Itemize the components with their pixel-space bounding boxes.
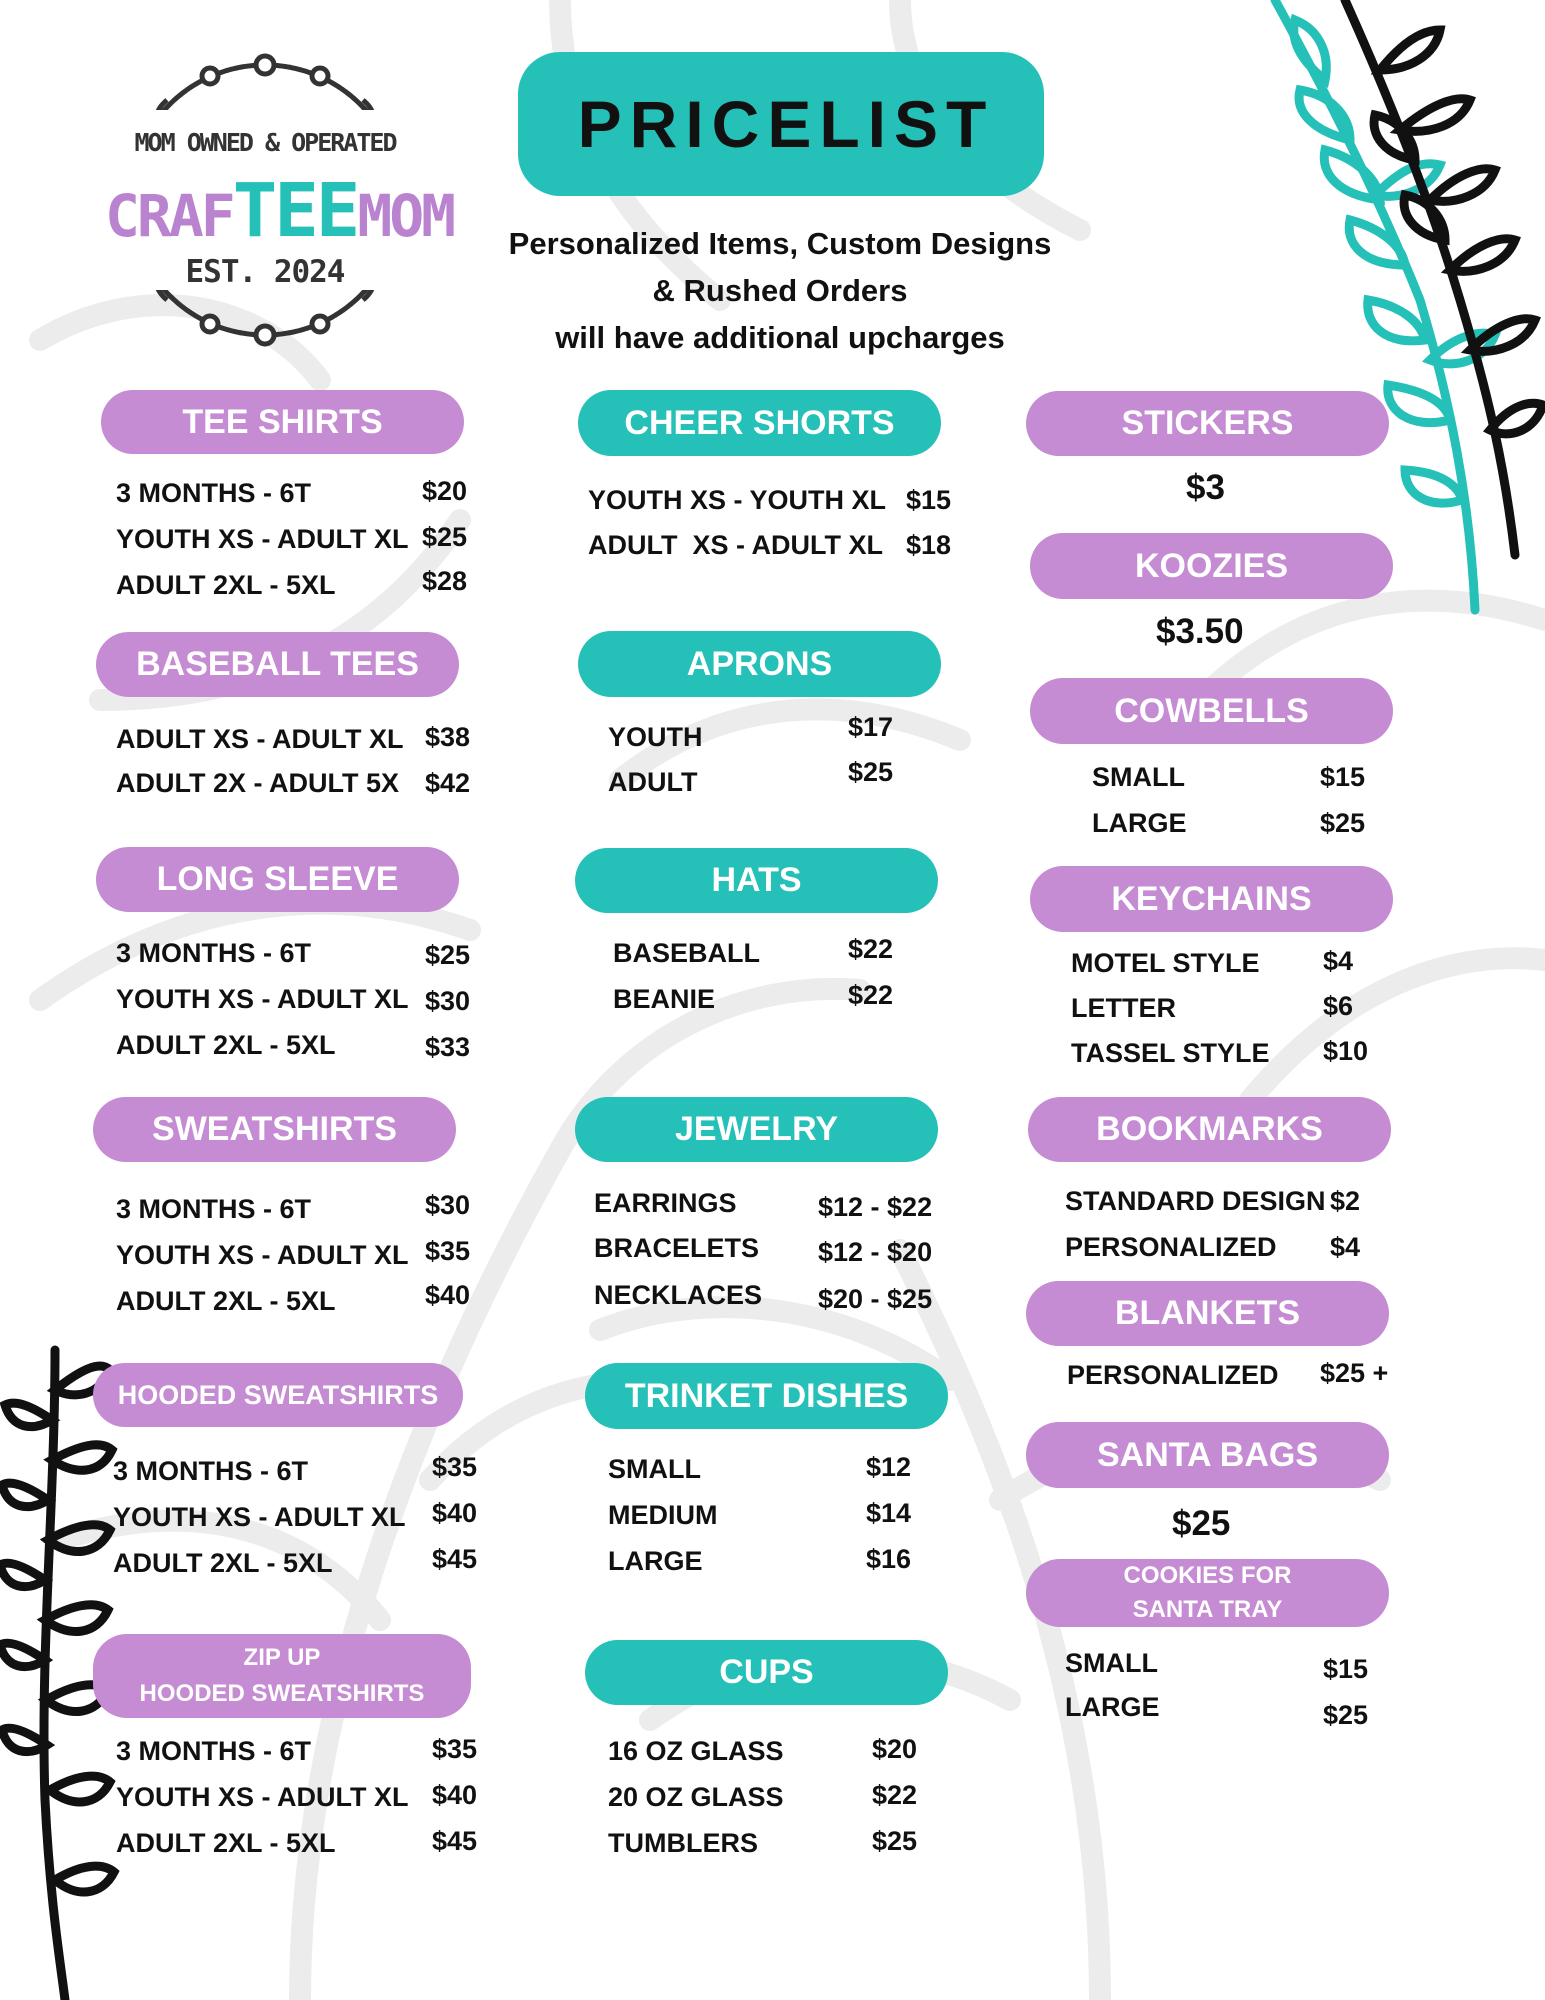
logo-brand-part-1: CRAF <box>105 182 233 250</box>
price-label: ADULT 2XL - 5XL <box>116 570 336 600</box>
price-value: $42 <box>425 768 471 798</box>
logo-tagline: MOM OWNED & OPERATED <box>134 128 396 157</box>
santa-bags-header: SANTA BAGS <box>1026 1422 1389 1488</box>
price-label: YOUTH XS - ADULT XL <box>116 984 409 1014</box>
zip-up-header-line-2: HOODED SWEATSHIRTS <box>139 1680 425 1707</box>
price-value: $40 <box>432 1498 478 1528</box>
price-value: $40 <box>425 1280 471 1310</box>
price-value: $45 <box>432 1544 478 1574</box>
price-label: TASSEL STYLE <box>1071 1038 1270 1068</box>
price-label: 3 MONTHS - 6T <box>113 1456 309 1486</box>
blankets-header: BLANKETS <box>1026 1281 1389 1346</box>
price-value: $12 - $22 <box>818 1192 933 1222</box>
price-value: $4 <box>1323 946 1354 976</box>
logo-brand-name <box>105 168 454 254</box>
cookies-tray-header <box>1026 1559 1389 1627</box>
price-value: $28 <box>422 566 468 596</box>
zip-up-header-line-1: ZIP UP <box>243 1644 321 1671</box>
price-value: $25 <box>422 522 468 552</box>
price-value: $45 <box>432 1826 478 1856</box>
price-value: $22 <box>848 980 894 1010</box>
price-value: $25 + <box>1320 1358 1389 1388</box>
brand-logo <box>105 40 454 360</box>
cookies-tray-header-line-2: SANTA TRAY <box>1132 1596 1283 1623</box>
price-label: 16 OZ GLASS <box>608 1736 784 1766</box>
cowbells-header: COWBELLS <box>1030 678 1393 744</box>
price-label: ADULT <box>608 767 698 797</box>
santa-bags-price: $25 <box>1172 1504 1231 1543</box>
price-value: $35 <box>425 1236 471 1266</box>
price-label: ADULT XS - ADULT XL <box>116 724 404 754</box>
price-label: ADULT XS - ADULT XL <box>588 530 883 560</box>
price-value: $22 <box>848 934 894 964</box>
price-label: EARRINGS <box>594 1188 737 1218</box>
trinket-dishes-header: TRINKET DISHES <box>585 1363 948 1429</box>
price-value: $20 <box>872 1734 918 1764</box>
price-label: 3 MONTHS - 6T <box>116 478 312 508</box>
baseball-tees-header: BASEBALL TEES <box>96 632 459 697</box>
notice-line-3: will have additional upcharges <box>555 320 1005 355</box>
hats-header: HATS <box>575 848 938 913</box>
price-label: SMALL <box>1065 1648 1158 1678</box>
logo-established: EST. 2024 <box>185 254 345 290</box>
notice-line-2: & Rushed Orders <box>652 273 908 308</box>
long-sleeve-header: LONG SLEEVE <box>96 847 459 912</box>
price-value: $10 <box>1323 1036 1369 1066</box>
price-label: YOUTH XS - ADULT XL <box>116 1782 409 1812</box>
cookies-tray-header-line-1: COOKIES FOR <box>1123 1562 1292 1589</box>
price-label: MOTEL STYLE <box>1071 948 1260 978</box>
hooded-sweatshirts-header: HOODED SWEATSHIRTS <box>93 1363 463 1427</box>
price-value: $25 <box>1323 1700 1369 1730</box>
price-label: STANDARD DESIGN <box>1065 1186 1326 1216</box>
price-label: BRACELETS <box>594 1233 760 1263</box>
price-value: $30 <box>425 1190 471 1220</box>
notice-line-1: Personalized Items, Custom Designs <box>508 226 1052 261</box>
price-label: 3 MONTHS - 6T <box>116 1736 312 1766</box>
price-label: ADULT 2XL - 5XL <box>116 1030 336 1060</box>
sweatshirts-header: SWEATSHIRTS <box>93 1097 456 1162</box>
price-label: ADULT 2XL - 5XL <box>116 1828 336 1858</box>
price-value: $15 <box>1320 762 1366 792</box>
jewelry-header: JEWELRY <box>575 1097 938 1162</box>
price-value: $25 <box>425 940 471 970</box>
page-title-banner <box>518 52 1044 196</box>
price-value: $35 <box>432 1452 478 1482</box>
price-value: $12 - $20 <box>818 1237 933 1267</box>
price-label: PERSONALIZED <box>1067 1360 1279 1390</box>
price-label: LETTER <box>1071 993 1176 1023</box>
price-label: BASEBALL <box>613 938 760 968</box>
price-value: $20 - $25 <box>818 1284 933 1314</box>
price-value: $15 <box>1323 1654 1369 1684</box>
logo-brand-part-3: MOM <box>357 182 454 250</box>
price-label: TUMBLERS <box>608 1828 758 1858</box>
price-value: $30 <box>425 986 471 1016</box>
stickers-price: $3 <box>1186 468 1225 507</box>
price-value: $20 <box>422 476 468 506</box>
price-label: YOUTH XS - ADULT XL <box>116 1240 409 1270</box>
price-value: $38 <box>425 722 471 752</box>
price-value: $14 <box>866 1498 912 1528</box>
price-label: NECKLACES <box>594 1280 763 1310</box>
keychains-header: KEYCHAINS <box>1030 866 1393 932</box>
price-value: $22 <box>872 1780 918 1810</box>
tee-shirts-header: TEE SHIRTS <box>101 390 464 454</box>
price-value: $33 <box>425 1032 471 1062</box>
price-value: $2 <box>1330 1186 1361 1216</box>
price-value: $15 <box>906 485 952 515</box>
page-title: PRICELIST <box>577 87 995 161</box>
aprons-header: APRONS <box>578 631 941 697</box>
price-label: 3 MONTHS - 6T <box>116 1194 312 1224</box>
bookmarks-header: BOOKMARKS <box>1028 1097 1391 1162</box>
price-label: PERSONALIZED <box>1065 1232 1277 1262</box>
koozies-header: KOOZIES <box>1030 533 1393 599</box>
price-value: $18 <box>906 530 952 560</box>
price-value: $17 <box>848 712 894 742</box>
cheer-shorts-header: CHEER SHORTS <box>578 390 941 456</box>
price-label: SMALL <box>608 1454 701 1484</box>
price-label: 20 OZ GLASS <box>608 1782 784 1812</box>
price-value: $6 <box>1323 991 1354 1021</box>
koozies-price: $3.50 <box>1156 612 1244 651</box>
price-label: YOUTH XS - YOUTH XL <box>588 485 887 515</box>
price-label: LARGE <box>608 1546 703 1576</box>
price-label: ADULT 2X - ADULT 5X <box>116 768 399 798</box>
price-value: $35 <box>432 1734 478 1764</box>
price-value: $4 <box>1330 1232 1361 1262</box>
price-label: LARGE <box>1092 808 1187 838</box>
price-value: $40 <box>432 1780 478 1810</box>
price-label: ADULT 2XL - 5XL <box>113 1548 333 1578</box>
price-label: LARGE <box>1065 1692 1160 1722</box>
price-value: $25 <box>872 1826 918 1856</box>
price-value: $25 <box>848 757 894 787</box>
price-label: 3 MONTHS - 6T <box>116 938 312 968</box>
cups-header: CUPS <box>585 1640 948 1705</box>
price-label: ADULT 2XL - 5XL <box>116 1286 336 1316</box>
logo-brand-part-2: TEE <box>232 168 358 254</box>
price-label: YOUTH XS - ADULT XL <box>113 1502 406 1532</box>
price-label: YOUTH <box>608 722 703 752</box>
stickers-header: STICKERS <box>1026 391 1389 456</box>
price-label: YOUTH XS - ADULT XL <box>116 524 409 554</box>
upcharge-notice <box>440 220 1120 361</box>
price-label: SMALL <box>1092 762 1185 792</box>
price-value: $25 <box>1320 808 1366 838</box>
price-value: $16 <box>866 1544 912 1574</box>
price-label: BEANIE <box>613 984 716 1014</box>
zip-up-header <box>93 1634 471 1718</box>
price-value: $12 <box>866 1452 912 1482</box>
price-label: MEDIUM <box>608 1500 718 1530</box>
